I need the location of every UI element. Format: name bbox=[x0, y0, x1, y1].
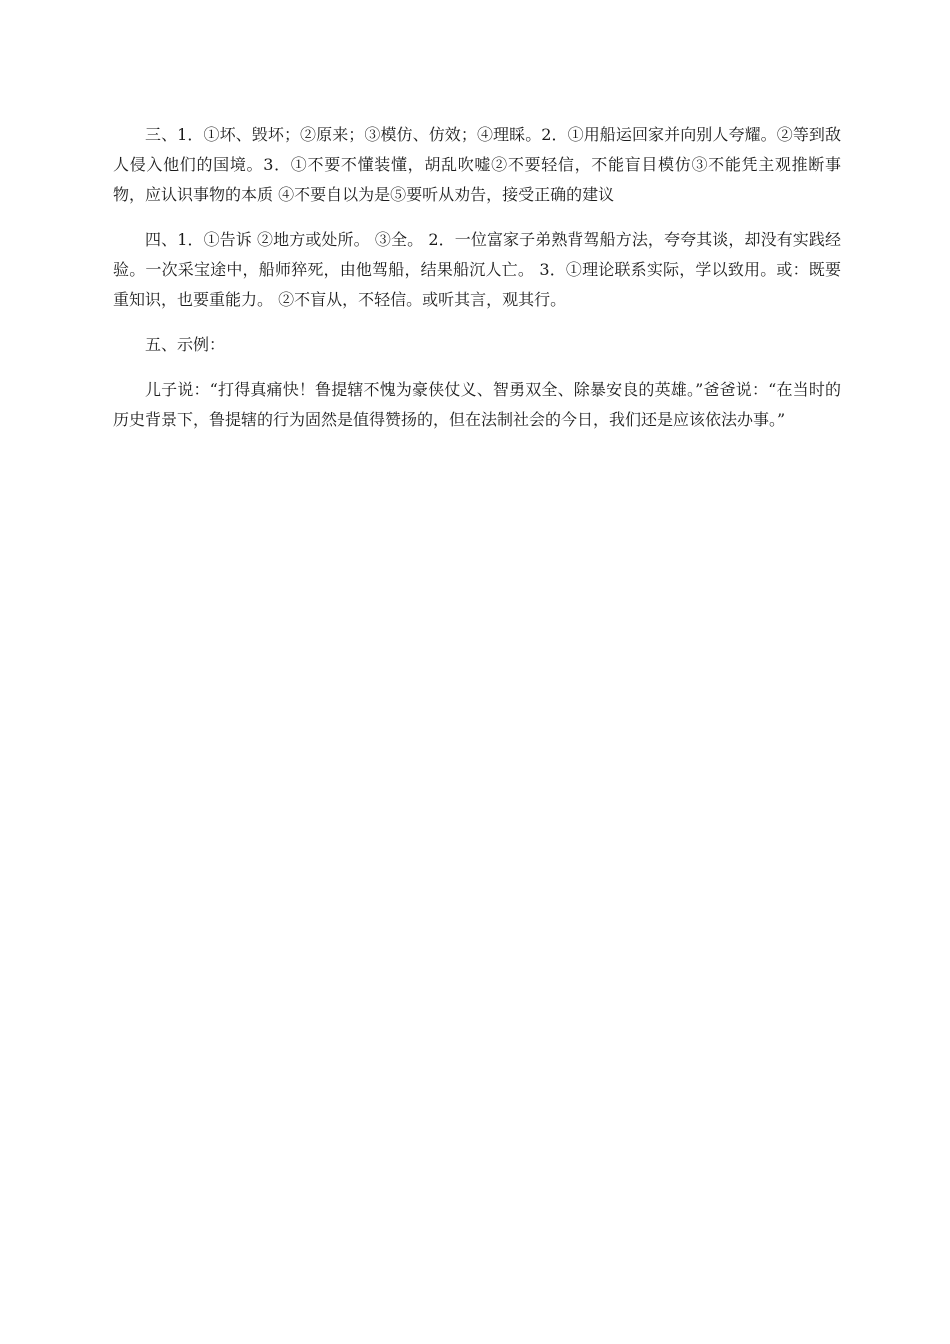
answer-section-five-heading-text: 五、示例： bbox=[145, 335, 226, 354]
answer-section-five-example bbox=[113, 375, 841, 435]
answer-section-five-example-text: 儿子说：“打得真痛快！鲁提辖不愧为豪侠仗义、智勇双全、除暴安良的英雄。”爸爸说：“在当时的历史背景下，鲁提辖的行为固然是值得赞扬的，但在法制社会的今日，我们还是应该依法办事。” bbox=[113, 380, 841, 429]
answer-section-four bbox=[113, 225, 841, 315]
answer-section-three-text: 三、1．①坏、毁坏；②原来；③模仿、仿效；④理睬。2．①用船运回家并向别人夸耀。②等到敌人侵入他们的国境。3．①不要不懂装懂，胡乱吹嘘②不要轻信，不能盲目模仿③不能凭主观推断事物，应认识事物的本质 ④不要自以为是⑤要听从劝告，接受正确的建议 bbox=[113, 125, 841, 204]
answer-section-three bbox=[113, 120, 841, 210]
answer-section-four-text: 四、1．①告诉 ②地方或处所。 ③全。 2．一位富家子弟熟背驾船方法，夸夸其谈，却没有实践经验。一次采宝途中，船师猝死，由他驾船，结果船沉人亡。 3．①理论联系实际，学以致用。或：既要重知识，也要重能力。 ②不盲从，不轻信。或听其言，观其行。 bbox=[113, 230, 841, 309]
answer-content bbox=[113, 120, 841, 450]
answer-section-five-heading bbox=[113, 330, 841, 360]
